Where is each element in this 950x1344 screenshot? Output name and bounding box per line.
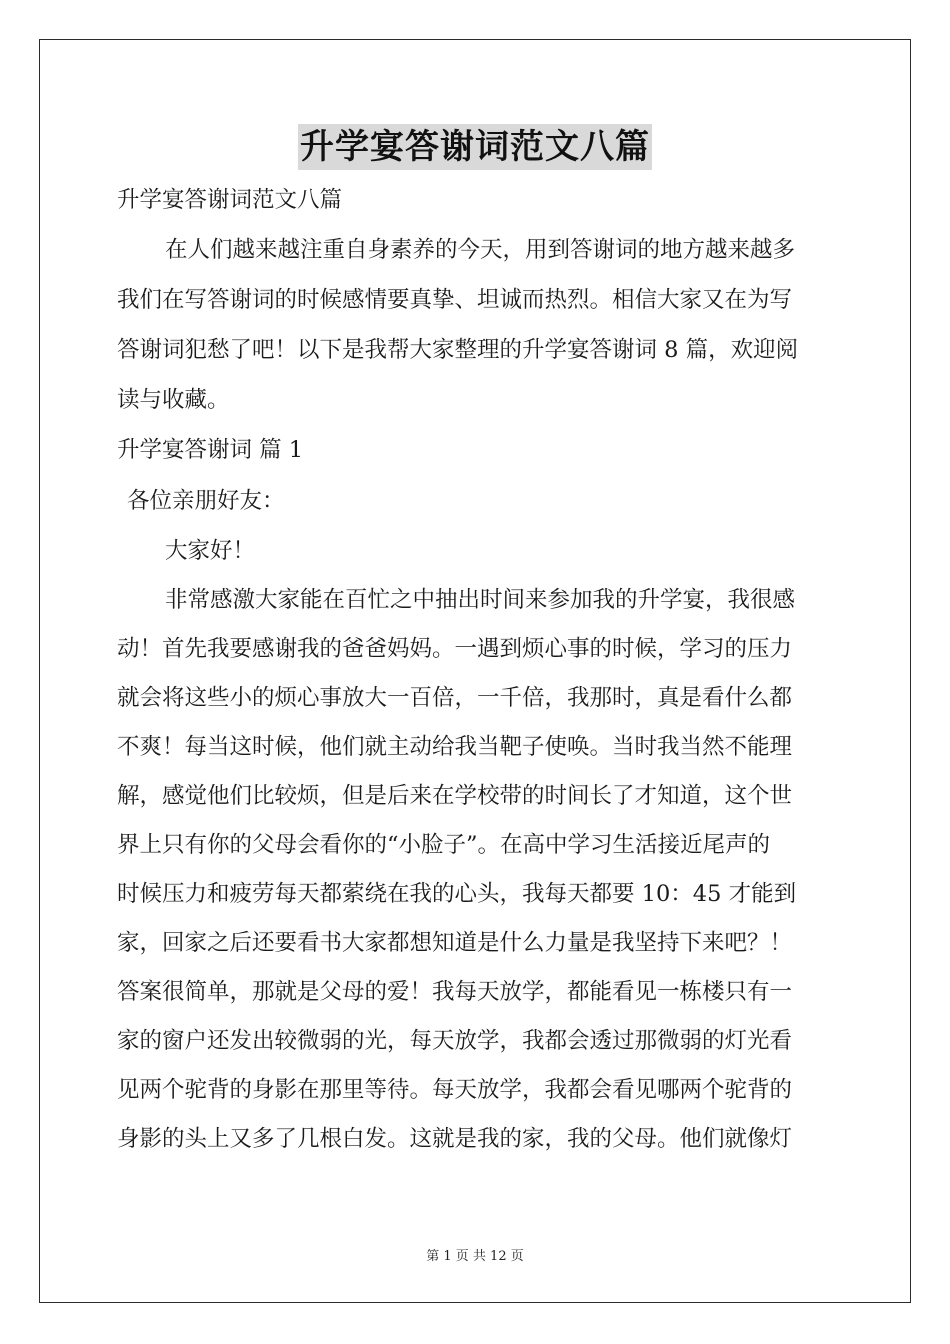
body-line: 身影的头上又多了几根白发。这就是我的家，我的父母。他们就像灯 (117, 1126, 793, 1152)
body-line: 家，回家之后还要看书大家都想知道是什么力量是我坚持下来吧？！ (117, 930, 793, 956)
body-line: 界上只有你的父母会看你的“小脸子”。在高中学习生活接近尾声的 (117, 832, 771, 858)
body-line: 家的窗户还发出较微弱的光，每天放学，我都会透过那微弱的灯光看 (117, 1028, 793, 1054)
intro-line: 答谢词犯愁了吧！以下是我帮大家整理的升学宴答谢词 8 篇，欢迎阅 (117, 337, 799, 363)
body-line: 时候压力和疲劳每天都萦绕在我的心头，我每天都要 10：45 才能到 (117, 881, 797, 907)
body-line: 见两个驼背的身影在那里等待。每天放学，我都会看见哪两个驼背的 (117, 1077, 793, 1103)
page-border (39, 39, 911, 1303)
salutation: 各位亲朋好友： (127, 488, 285, 514)
body-line: 非常感激大家能在百忙之中抽出时间来参加我的升学宴，我很感 (165, 587, 796, 613)
document-subtitle: 升学宴答谢词范文八篇 (117, 187, 343, 213)
intro-line: 我们在写答谢词的时候感情要真挚、坦诚而热烈。相信大家又在为写 (117, 287, 793, 313)
body-line: 不爽！每当这时候，他们就主动给我当靶子使唤。当时我当然不能理 (117, 734, 793, 760)
section-heading: 升学宴答谢词 篇 1 (117, 437, 304, 463)
intro-line: 在人们越来越注重自身素养的今天，用到答谢词的地方越来越多 (165, 237, 796, 263)
document-title: 升学宴答谢词范文八篇 (298, 124, 652, 170)
body-line: 动！首先我要感谢我的爸爸妈妈。一遇到烦心事的时候，学习的压力 (117, 636, 793, 662)
intro-line: 读与收藏。 (117, 387, 230, 413)
body-line: 解，感觉他们比较烦，但是后来在学校带的时间长了才知道，这个世 (117, 783, 793, 809)
body-line: 答案很简单，那就是父母的爱！我每天放学，都能看见一栋楼只有一 (117, 979, 793, 1005)
page-number-footer: 第 1 页 共 12 页 (426, 1249, 524, 1264)
greeting: 大家好！ (165, 538, 256, 564)
title-container (0, 124, 950, 170)
body-line: 就会将这些小的烦心事放大一百倍，一千倍，我那时，真是看什么都 (117, 685, 793, 711)
